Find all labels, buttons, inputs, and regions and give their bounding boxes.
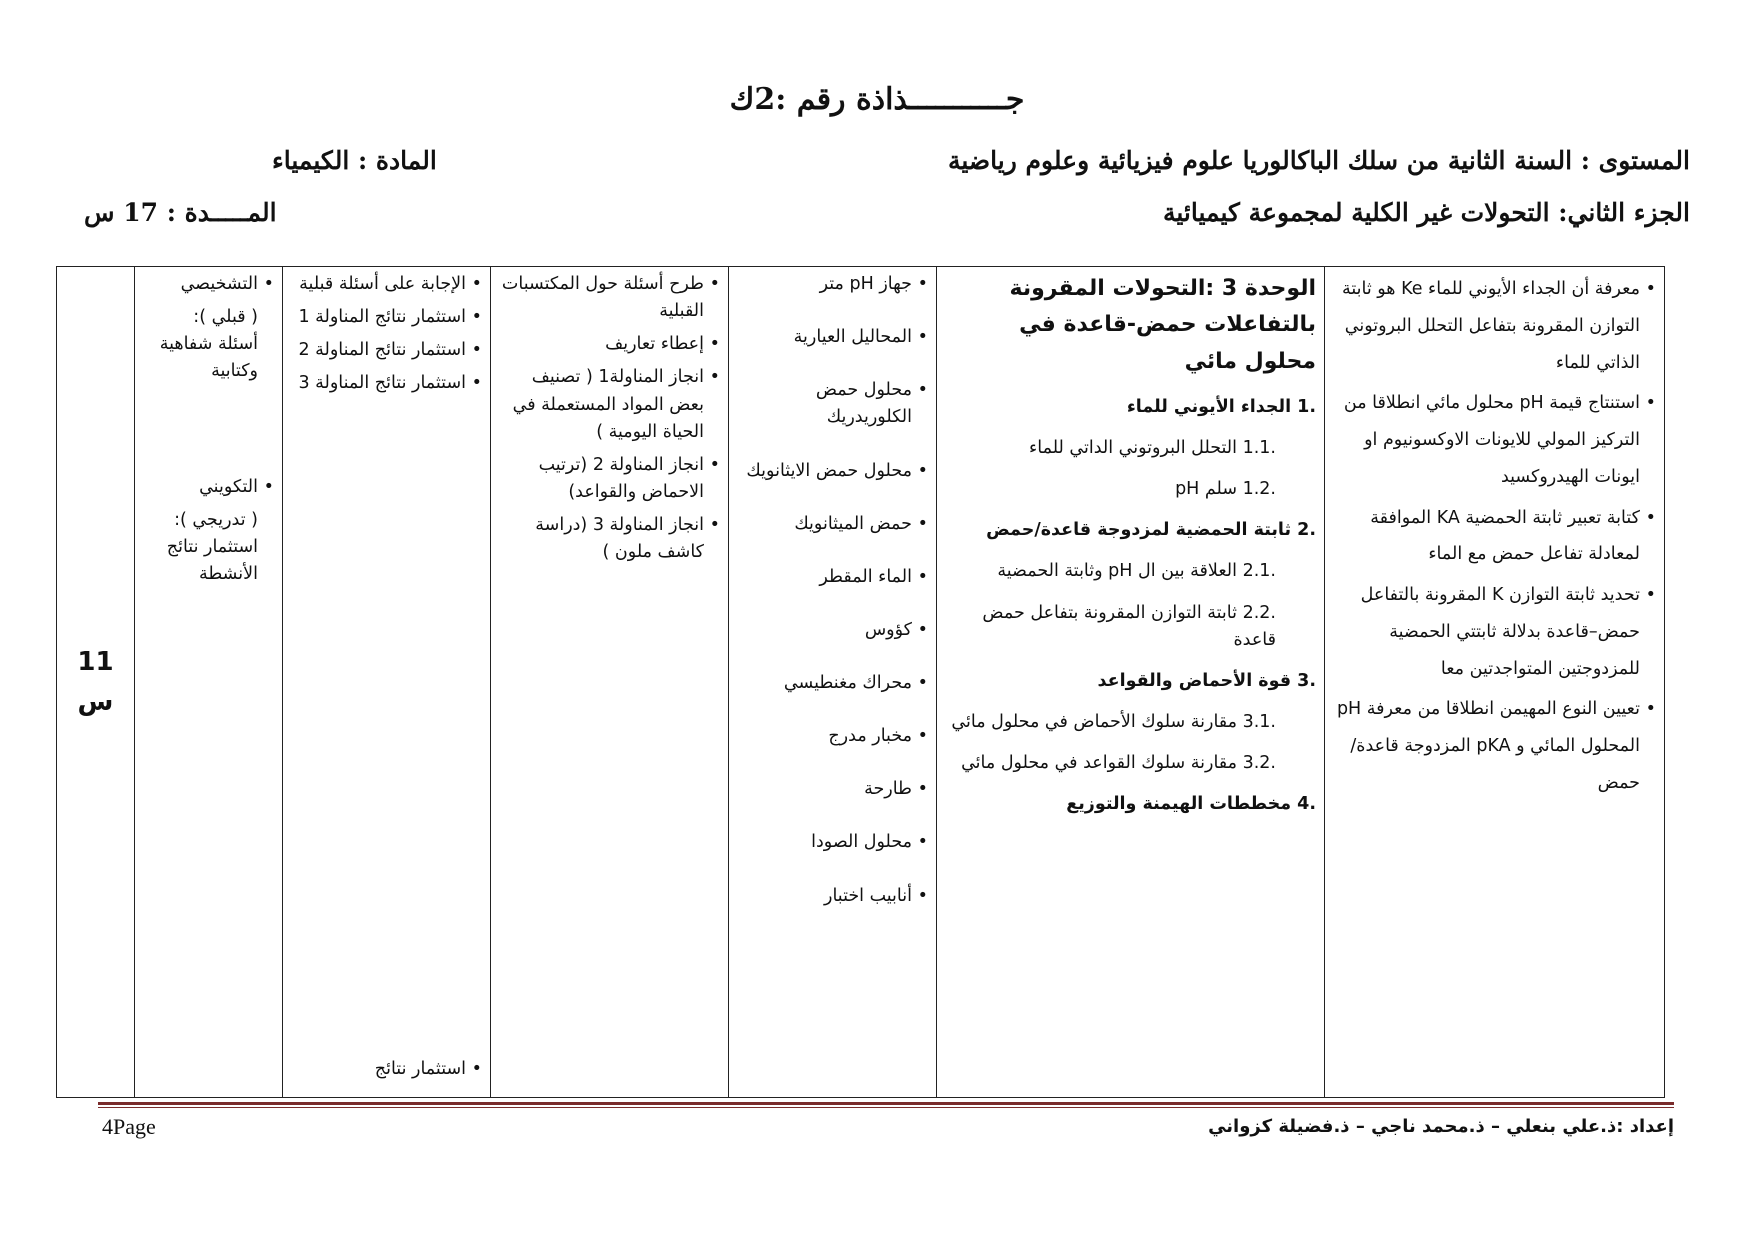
document-title: جـــــــــــذاذة رقم :2ك bbox=[729, 82, 1025, 117]
time-cell: 11 س bbox=[57, 267, 135, 1098]
teacher-activity: • انجاز المناولة 2 (ترتيب الاحماض والقواعد) bbox=[499, 452, 720, 506]
material-item: • أنابيب اختبار bbox=[737, 883, 928, 910]
content-subsection: .3.2 مقارنة سلوك القواعد في محلول مائي bbox=[961, 753, 1276, 774]
evaluation-subtitle: ( قبلي ): bbox=[193, 307, 258, 328]
teacher-activities-list bbox=[499, 271, 720, 566]
unit-title: الوحدة 3 :التحولات المقرونة بالتفاعلات حمض-قاعدة في محلول مائي bbox=[1009, 276, 1316, 374]
material-item: • حمض الميثانويك bbox=[737, 511, 928, 538]
evaluation-type: • التكويني bbox=[143, 474, 274, 501]
evaluation-cell bbox=[135, 267, 283, 1098]
content-subsection: .1.2 سلم pH bbox=[1175, 479, 1276, 500]
duration-line: المـــــدة : 17 س bbox=[84, 198, 277, 227]
footer-rule-thin bbox=[98, 1107, 1674, 1108]
content-section: .4 مخططات الهيمنة والتوزيع bbox=[1066, 794, 1316, 815]
footer-rule bbox=[98, 1102, 1674, 1105]
learner-activity: • استثمار نتائج المناولة 3 bbox=[291, 370, 482, 397]
material-item: • مخبار مدرج bbox=[737, 723, 928, 750]
learner-activity: • استثمار نتائج المناولة 1 bbox=[291, 304, 482, 331]
content-section: .2 ثابتة الحمضية لمزدوجة قاعدة/حمض bbox=[986, 520, 1316, 541]
material-item: • طارحة bbox=[737, 776, 928, 803]
materials-cell bbox=[729, 267, 937, 1098]
objective-item: • تعيين النوع المهيمن انطلاقا من معرفة pH المحلول المائي و pKA المزدوجة قاعدة/حمض bbox=[1333, 691, 1656, 801]
evaluation-diagnostic bbox=[143, 271, 274, 298]
material-item: • محلول حمض الايثانويك bbox=[737, 458, 928, 485]
teacher-activity: • انجاز المناولة 3 (دراسة كاشف ملون ) bbox=[499, 512, 720, 566]
content-section: .1 الجداء الأيوني للماء bbox=[1126, 396, 1316, 417]
learner-activities-list bbox=[291, 271, 482, 398]
material-item: • كؤوس bbox=[737, 617, 928, 644]
learner-activity: • الإجابة على أسئلة قبلية bbox=[291, 271, 482, 298]
objectives-cell bbox=[1325, 267, 1665, 1098]
objective-item: • تحديد ثابتة التوازن K المقرونة بالتفاعل حمض–قاعدة بدلالة ثابتتي الحمضية للمزدوجتين المتواجدتين معا bbox=[1333, 577, 1656, 687]
teacher-activity: • إعطاء تعاريف bbox=[499, 331, 720, 358]
objective-item: • استنتاج قيمة pH محلول مائي انطلاقا من التركيز المولي للايونات الاوكسونيوم او ايونات الهيدروكسيد bbox=[1333, 385, 1656, 495]
material-item: • جهاز pH متر bbox=[737, 271, 928, 298]
content-subsection: .2.2 ثابتة التوازن المقرونة بتفاعل حمض قاعدة bbox=[982, 602, 1276, 650]
evaluation-body: أسئلة شفاهية وكتابية bbox=[159, 334, 258, 382]
content-subsection: .3.1 مقارنة سلوك الأحماض في محلول مائي bbox=[951, 711, 1276, 732]
evaluation-body: استثمار نتائج الأنشطة bbox=[166, 536, 258, 584]
objective-item: • كتابة تعبير ثابتة الحمضية KA الموافقة لمعادلة تفاعل حمض مع الماء bbox=[1333, 500, 1656, 574]
teacher-activities-cell bbox=[491, 267, 729, 1098]
content-cell bbox=[937, 267, 1325, 1098]
evaluation-subtitle: ( تدريجي ): bbox=[174, 509, 258, 530]
subject-line: المادة : الكيمياء bbox=[272, 146, 437, 175]
teacher-activity: • انجاز المناولة1 ( تصنيف بعض المواد المستعملة في الحياة اليومية ) bbox=[499, 364, 720, 445]
objective-item: • معرفة أن الجداء الأيوني للماء Ke هو ثابتة التوازن المقرونة بتفاعل التحلل البروتوني الذاتي للماء bbox=[1333, 271, 1656, 381]
content-section: .3 قوة الأحماض والقواعد bbox=[1097, 670, 1316, 691]
page-number: 4Page bbox=[102, 1114, 156, 1139]
materials-list bbox=[737, 271, 928, 910]
material-item: • محلول الصودا bbox=[737, 829, 928, 856]
material-item: • محراك مغنطيسي bbox=[737, 670, 928, 697]
level-line: المستوى : السنة الثانية من سلك الباكالوريا علوم فيزيائية وعلوم رياضية bbox=[947, 146, 1690, 175]
evaluation-type: • التشخيصي bbox=[143, 271, 274, 298]
objectives-list bbox=[1333, 271, 1656, 802]
material-item: • محلول حمض الكلوريدريك bbox=[737, 377, 928, 431]
evaluation-formative bbox=[143, 474, 274, 501]
authors-line: إعداد :ذ.علي بنعلي – ذ.محمد ناجي – ذ.فضيلة كزواني bbox=[1208, 1116, 1674, 1137]
part-line: الجزء الثاني: التحولات غير الكلية لمجموعة كيميائية bbox=[1162, 198, 1690, 227]
lesson-table bbox=[56, 266, 1665, 1098]
learner-activities-bottom bbox=[375, 1056, 482, 1089]
learner-activity: • استثمار نتائج bbox=[375, 1056, 482, 1083]
content-subsection: .1.1 التحلل البروتوني الداتي للماء bbox=[1029, 438, 1276, 459]
teacher-activity: • طرح أسئلة حول المكتسبات القبلية bbox=[499, 271, 720, 325]
learner-activities-cell bbox=[283, 267, 491, 1098]
material-item: • الماء المقطر bbox=[737, 564, 928, 591]
learner-activity: • استثمار نتائج المناولة 2 bbox=[291, 337, 482, 364]
material-item: • المحاليل العيارية bbox=[737, 324, 928, 351]
content-subsection: .2.1 العلاقة بين ال pH وثابتة الحمضية bbox=[997, 561, 1276, 582]
